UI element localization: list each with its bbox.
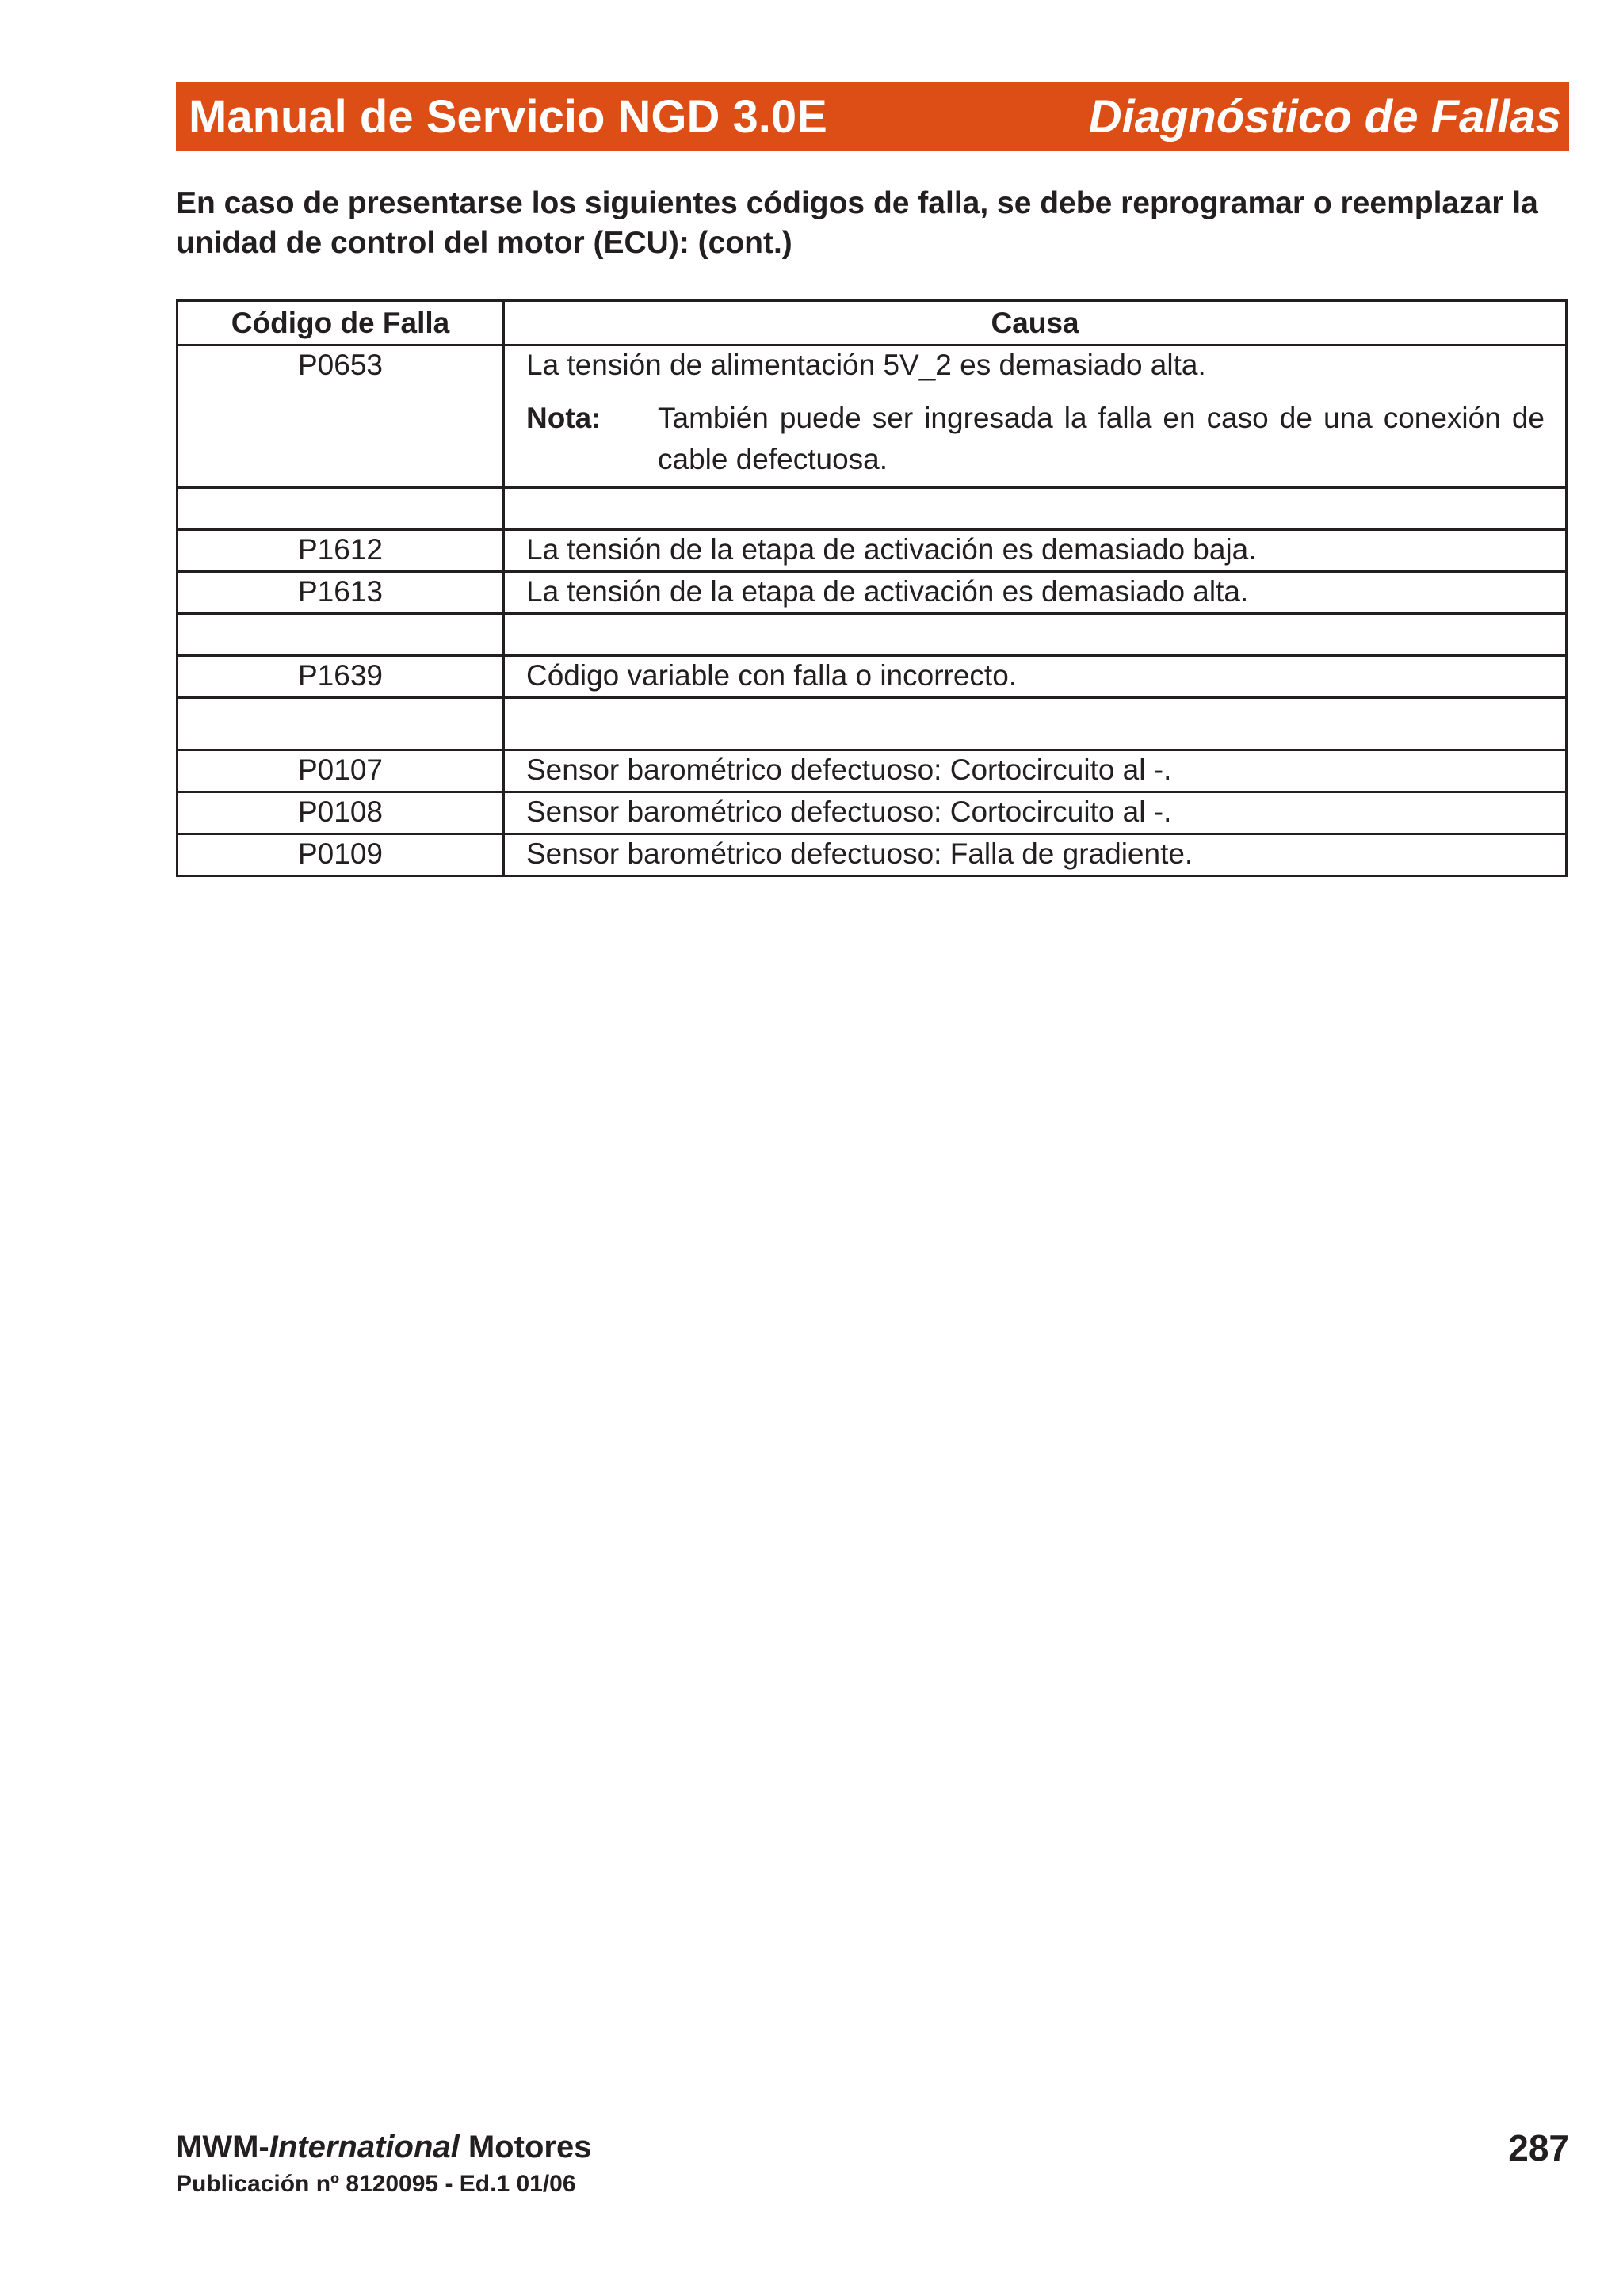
brand-prefix: MWM- [176,2130,269,2164]
cause-cell: Código variable con falla o incorrecto. [504,656,1567,698]
cause-cell [504,488,1567,530]
fault-code-cell [178,698,504,750]
cause-cell: La tensión de la etapa de activación es demasiado alta. [504,572,1567,614]
fault-code-cell: P0109 [178,834,504,876]
note-block [526,398,1545,480]
intro-line-1: En caso de presentarse los siguientes códigos de falla, se debe reprogramar o reemplazar la [176,186,1538,220]
note-label: Nota: [526,402,601,434]
fault-code-cell: P1613 [178,572,504,614]
cause-cell [504,698,1567,750]
cause-cell: Sensor barométrico defectuoso: Cortocircuito al -. [504,750,1567,792]
intro-paragraph [176,184,1571,263]
page-number: 287 [1508,2127,1569,2168]
table-row [178,792,1567,834]
cause-text: La tensión de alimentación 5V_2 es demasiado alta. [526,349,1206,381]
brand-suffix: Motores [459,2130,592,2164]
column-header-code: Código de Falla [178,301,504,345]
note-text: También puede ser ingresada la falla en caso de una conexión de cable defectuosa. [658,402,1545,475]
table-row-blank [178,488,1567,530]
cause-cell: Sensor barométrico defectuoso: Falla de gradiente. [504,834,1567,876]
table-row [178,834,1567,876]
manual-title: Manual de Servicio NGD 3.0E [189,90,827,143]
table-row-blank [178,698,1567,750]
intro-line-2: unidad de control del motor (ECU): (cont.) [176,226,792,260]
fault-code-cell: P0653 [178,345,504,488]
fault-code-table [176,299,1568,877]
header-bar [176,82,1569,151]
cause-cell [504,345,1567,488]
section-title: Diagnóstico de Fallas [1088,90,1561,143]
table-header-row [178,301,1567,345]
fault-code-cell: P1639 [178,656,504,698]
table-row [178,656,1567,698]
footer-brand [176,2130,591,2165]
publication-info: Publicación nº 8120095 - Ed.1 01/06 [176,2171,576,2197]
cause-cell [504,614,1567,656]
table-row [178,530,1567,572]
table-row-blank [178,614,1567,656]
fault-code-cell: P1612 [178,530,504,572]
fault-code-cell [178,488,504,530]
column-header-cause: Causa [504,301,1567,345]
fault-code-cell [178,614,504,656]
fault-code-cell: P0108 [178,792,504,834]
table-row [178,345,1567,488]
cause-cell: Sensor barométrico defectuoso: Cortocircuito al -. [504,792,1567,834]
table-row [178,750,1567,792]
cause-cell: La tensión de la etapa de activación es demasiado baja. [504,530,1567,572]
table-row [178,572,1567,614]
fault-code-cell: P0107 [178,750,504,792]
brand-italic: International [269,2130,460,2164]
